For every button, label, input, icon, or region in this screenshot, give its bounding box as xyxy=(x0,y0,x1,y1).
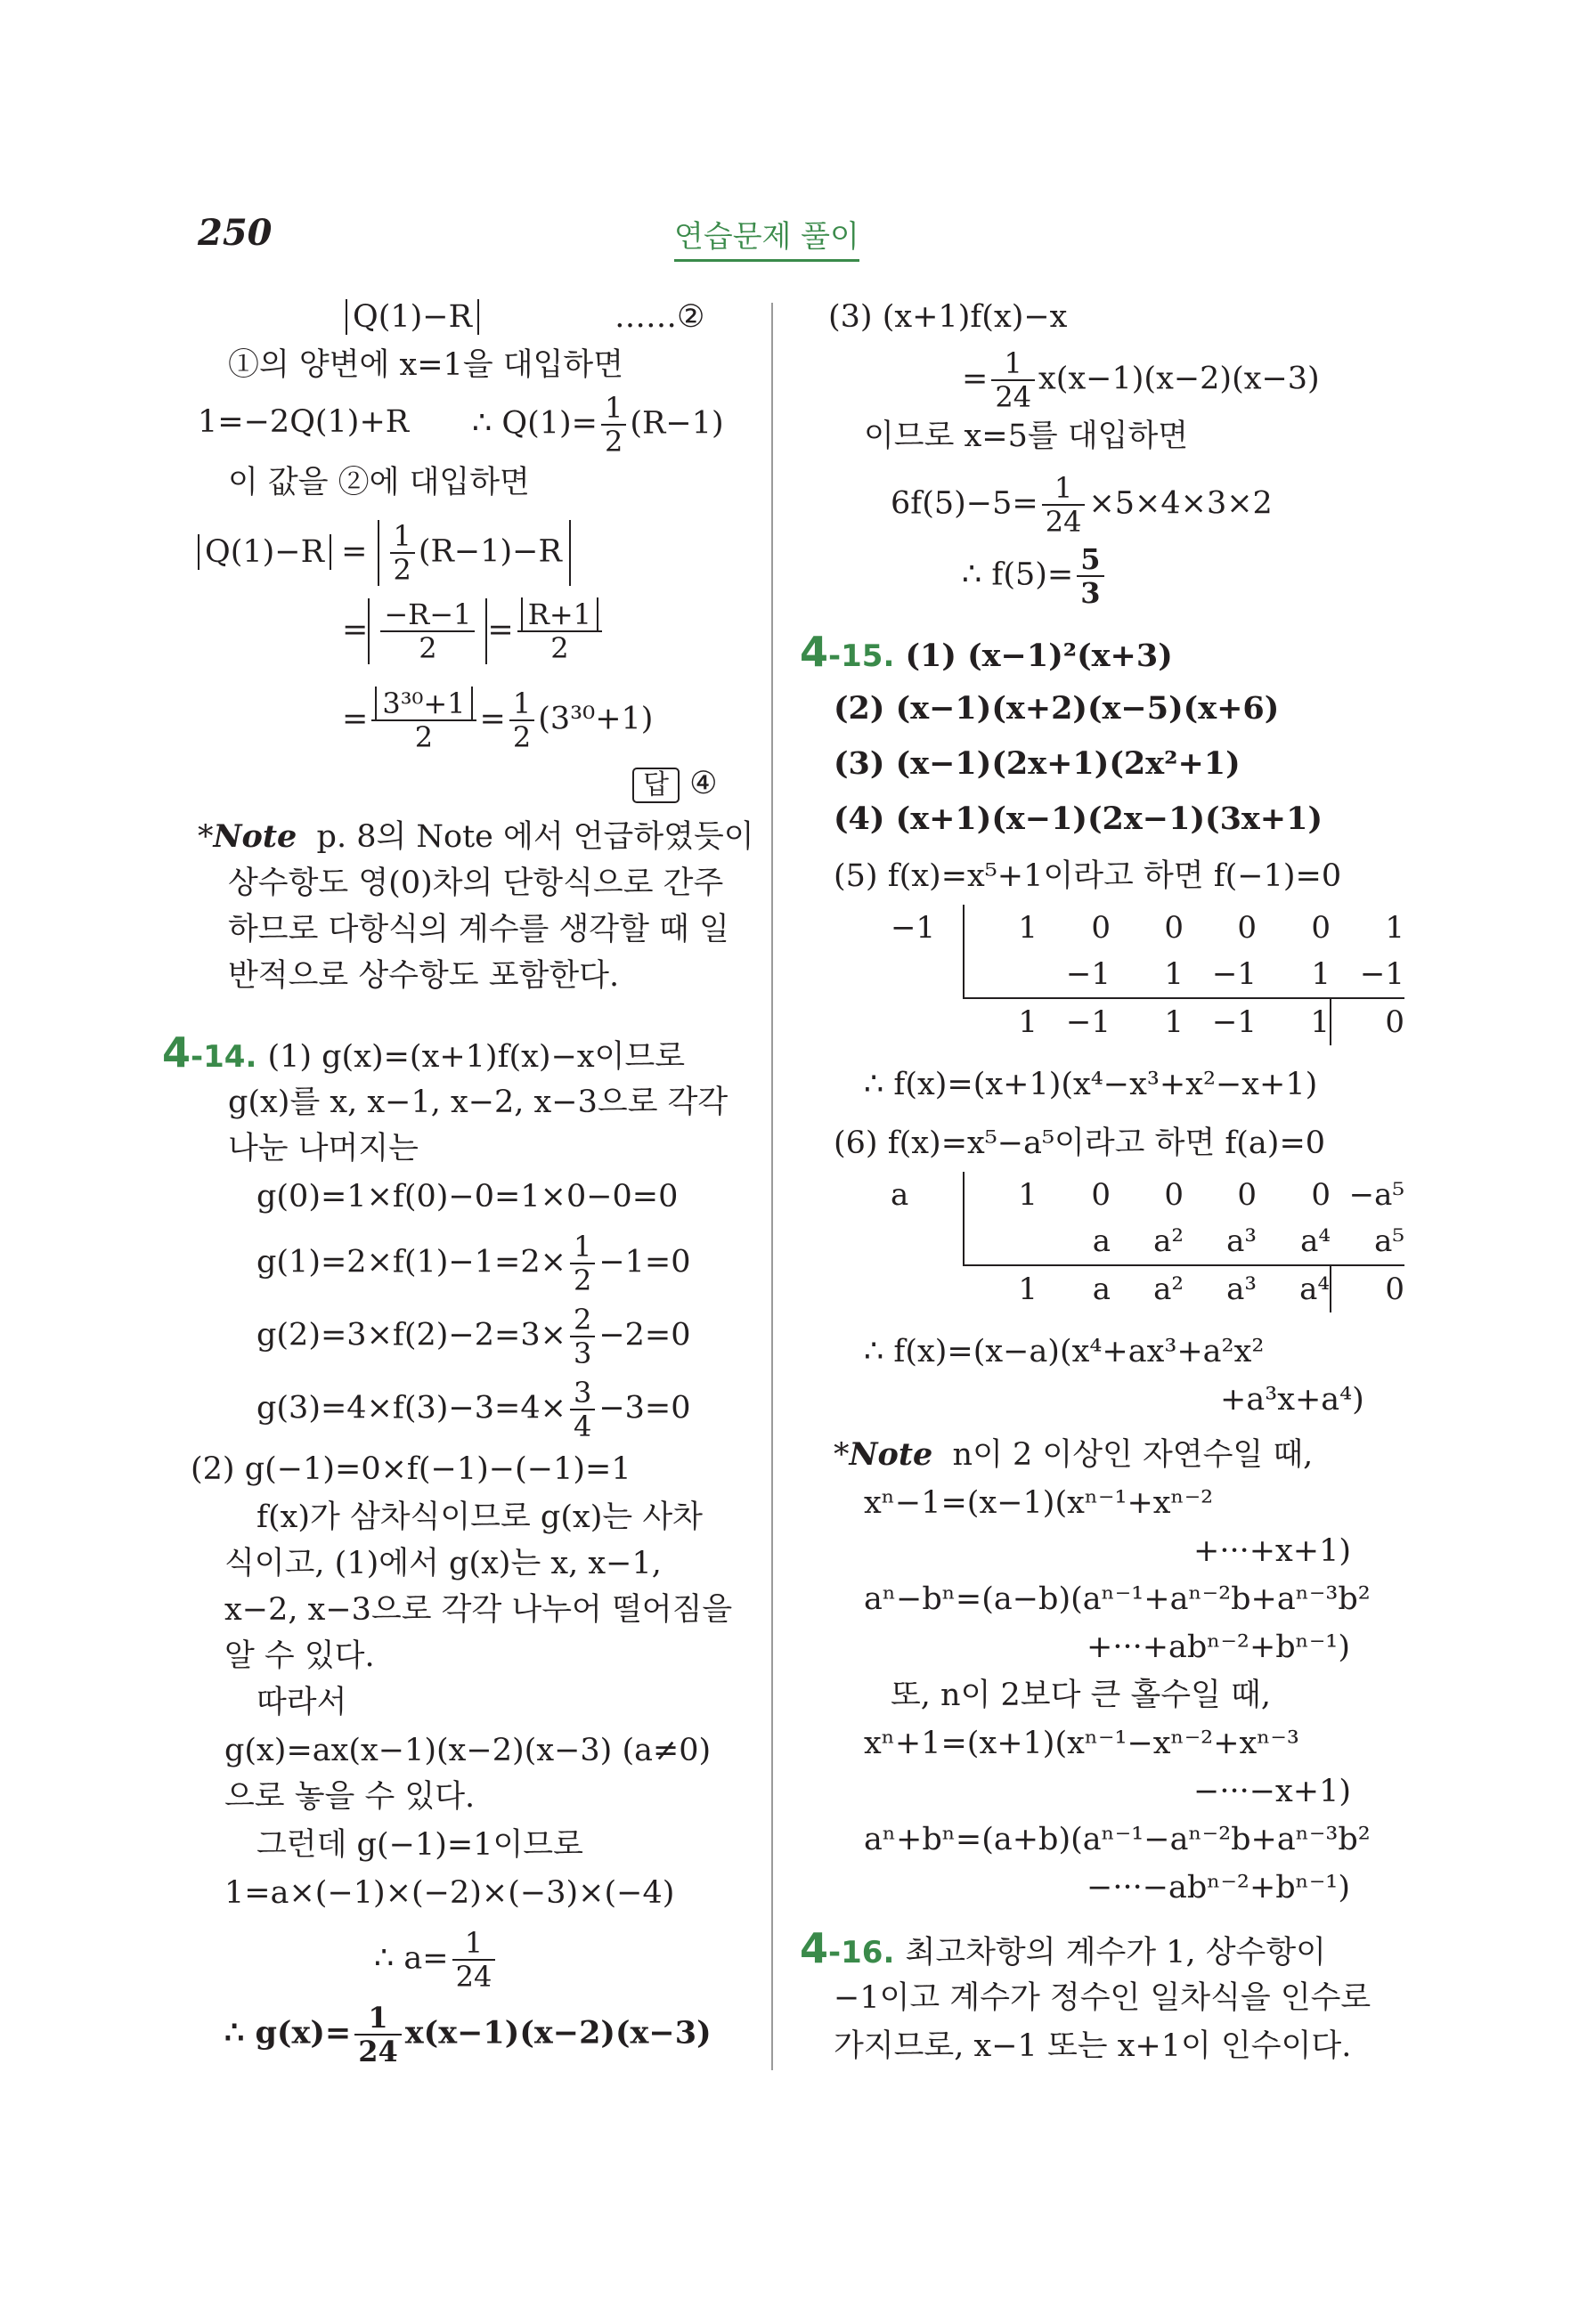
syn-cell: 1 xyxy=(1257,998,1331,1045)
syn-cell: −a⁵ xyxy=(1348,1177,1404,1213)
text-line: 이므로 x=5를 대입하면 xyxy=(864,418,1189,454)
syn-cell: −1 xyxy=(1184,998,1257,1045)
note-line: 반적으로 상수항도 포함한다. xyxy=(228,958,620,994)
text-line: f(x)가 삼차식이므로 g(x)는 사차 xyxy=(256,1499,703,1535)
equation: (3) (x−1)(2x+1)(2x²+1) xyxy=(834,745,1241,782)
text-line: 따라서 xyxy=(256,1685,347,1720)
problem-heading: 4-14. (1) g(x)=(x+1)f(x)−x이므로 xyxy=(162,1028,686,1077)
equation: g(0)=1×f(0)−0=1×0−0=0 xyxy=(256,1179,679,1215)
running-head: 연습문제 풀이 xyxy=(674,212,859,262)
equation: ∴ g(x)= $\frac{1}{24}$ x(x−1)(x−2)(x−3) xyxy=(224,2001,712,2068)
syn-cell: 1 xyxy=(1164,956,1184,992)
syn-divisor: −1 xyxy=(891,905,964,951)
syn-cell: 1 xyxy=(1018,1177,1038,1213)
syn-cell: −1 xyxy=(1065,956,1111,992)
syn-cell: a⁴ xyxy=(1257,1265,1331,1312)
eq-mark: ……② xyxy=(615,299,705,335)
equation: (4) (x+1)(x−1)(2x−1)(3x+1) xyxy=(834,800,1323,837)
syn-cell: 1 xyxy=(964,998,1038,1045)
text-line: ①의 양변에 x=1을 대입하면 xyxy=(228,347,624,383)
equation: = $\frac{-R-1}{2}$ = $\frac{R+1}{2}$ xyxy=(342,598,606,664)
synthetic-division-2 xyxy=(891,1172,1404,1312)
syn-remainder: 0 xyxy=(1331,1265,1404,1312)
note-line: *Note n이 2 이상인 자연수일 때, xyxy=(834,1436,1314,1473)
syn-cell: a² xyxy=(1111,1265,1184,1312)
syn-cell: 1 xyxy=(1311,956,1331,992)
equation: g(3)=4×f(3)−3=4× $\frac{3}{4}$ −3=0 xyxy=(256,1376,691,1443)
syn-cell xyxy=(964,951,1038,998)
equation: +···+x+1) xyxy=(1193,1533,1352,1569)
answer: 답 ④ xyxy=(632,764,718,803)
syn-cell: −1 xyxy=(1038,998,1111,1045)
equation: −···−abⁿ⁻²+bⁿ⁻¹) xyxy=(1087,1870,1350,1906)
note-line: 하므로 다항식의 계수를 생각할 때 일 xyxy=(228,912,729,947)
text-line: −1이고 계수가 정수인 일차식을 인수로 xyxy=(834,1980,1372,2016)
syn-divisor: a xyxy=(891,1172,964,1218)
equation: ∴ f(5)= $\frac{5}{3}$ xyxy=(962,543,1108,609)
syn-cell: 0 xyxy=(1311,1177,1331,1213)
text-line: 그런데 g(−1)=1이므로 xyxy=(256,1827,583,1863)
equation: ∴ a= $\frac{1}{24}$ xyxy=(374,1927,499,1993)
syn-cell: 0 xyxy=(1237,1177,1257,1213)
equation: g(1)=2×f(1)−1=2× $\frac{1}{2}$ −1=0 xyxy=(256,1230,691,1297)
equation: xⁿ−1=(x−1)(xⁿ⁻¹+xⁿ⁻² xyxy=(864,1485,1214,1521)
problem-heading: 4-15. (1) (x−1)²(x+3) xyxy=(800,628,1173,676)
syn-cell: −1 xyxy=(1211,956,1257,992)
syn-cell: 0 xyxy=(1164,910,1184,946)
syn-cell: −1 xyxy=(1359,956,1404,992)
text-line: (2) g(−1)=0×f(−1)−(−1)=1 xyxy=(191,1451,631,1487)
page-number: 250 xyxy=(198,212,273,254)
note-line: 상수항도 영(0)차의 단항식으로 간주 xyxy=(228,865,724,901)
syn-cell: 0 xyxy=(1091,1177,1111,1213)
equation: 6f(5)−5= $\frac{1}{24}$ ×5×4×3×2 xyxy=(891,471,1273,539)
syn-cell xyxy=(964,1218,1038,1265)
syn-cell: a⁴ xyxy=(1300,1223,1331,1259)
syn-remainder: 0 xyxy=(1331,998,1404,1045)
synthetic-division-1 xyxy=(891,905,1404,1045)
equation: xⁿ+1=(x+1)(xⁿ⁻¹−xⁿ⁻²+xⁿ⁻³ xyxy=(864,1726,1299,1761)
equation: aⁿ+bⁿ=(a+b)(aⁿ⁻¹−aⁿ⁻²b+aⁿ⁻³b² xyxy=(864,1822,1371,1857)
equation: 1=a×(−1)×(−2)×(−3)×(−4) xyxy=(224,1875,675,1911)
abs-expr: Q(1)−R xyxy=(346,297,479,337)
syn-cell: 0 xyxy=(1237,910,1257,946)
text-line: (5) f(x)=x⁵+1이라고 하면 f(−1)=0 xyxy=(834,858,1342,894)
text-line: x−2, x−3으로 각각 나누어 떨어짐을 xyxy=(224,1592,733,1628)
equation: (3) (x+1)f(x)−x xyxy=(828,299,1068,335)
syn-cell: 1 xyxy=(1385,910,1404,946)
equation: −···−x+1) xyxy=(1193,1774,1352,1809)
text-line: (6) f(x)=x⁵−a⁵이라고 하면 f(a)=0 xyxy=(834,1125,1326,1161)
problem-heading: 4-16. 최고차항의 계수가 1, 상수항이 xyxy=(800,1924,1326,1972)
text-line: 으로 놓을 수 있다. xyxy=(224,1779,476,1815)
equation: g(2)=3×f(2)−2=3× $\frac{2}{3}$ −2=0 xyxy=(256,1303,691,1370)
syn-cell: 0 xyxy=(1091,910,1111,946)
syn-cell: a xyxy=(1092,1223,1111,1259)
equation: ∴ Q(1)= $\frac{1}{2}$ (R−1) xyxy=(472,391,724,459)
equation: aⁿ−bⁿ=(a−b)(aⁿ⁻¹+aⁿ⁻²b+aⁿ⁻³b² xyxy=(864,1581,1371,1617)
equation: 1=−2Q(1)+R xyxy=(198,404,410,440)
text-line: 알 수 있다. xyxy=(224,1638,375,1674)
syn-cell: 1 xyxy=(1111,998,1184,1045)
equation: ∴ f(x)=(x+1)(x⁴−x³+x²−x+1) xyxy=(864,1067,1318,1102)
text-line: 이 값을 ②에 대입하면 xyxy=(228,465,530,500)
syn-cell: 1 xyxy=(1018,910,1038,946)
equation: = $\frac{1}{24}$ x(x−1)(x−2)(x−3) xyxy=(962,346,1320,414)
syn-cell: a xyxy=(1038,1265,1111,1312)
syn-cell: a³ xyxy=(1184,1265,1257,1312)
note-line: *Note p. 8의 Note 에서 언급하였듯이 xyxy=(198,818,754,855)
column-divider xyxy=(771,303,773,2070)
syn-cell: 0 xyxy=(1164,1177,1184,1213)
equation: (2) (x−1)(x+2)(x−5)(x+6) xyxy=(834,690,1280,727)
text-line: 가지므로, x−1 또는 x+1이 인수이다. xyxy=(834,2028,1352,2064)
syn-cell: a³ xyxy=(1226,1223,1257,1259)
syn-cell: 0 xyxy=(1311,910,1331,946)
equation: = $\frac{\text{3³⁰+1}}{2}$ = $\frac{1}{2}$ (3³⁰+1) xyxy=(342,687,654,754)
note-line: 또, n이 2보다 큰 홀수일 때, xyxy=(891,1678,1271,1713)
syn-cell: a² xyxy=(1153,1223,1184,1259)
text-line: g(x)를 x, x−1, x−2, x−3으로 각각 xyxy=(228,1085,729,1120)
equation: g(x)=ax(x−1)(x−2)(x−3) (a≠0) xyxy=(224,1733,712,1768)
equation: Q(1)−R = $\frac{1}{2}$ (R−1)−R xyxy=(198,520,571,586)
text-line: 식이고, (1)에서 g(x)는 x, x−1, xyxy=(224,1546,662,1581)
equation: +···+abⁿ⁻²+bⁿ⁻¹) xyxy=(1087,1629,1350,1665)
equation: ∴ f(x)=(x−a)(x⁴+ax³+a²x² xyxy=(864,1334,1265,1369)
syn-cell: a⁵ xyxy=(1374,1223,1404,1259)
syn-cell: 1 xyxy=(964,1265,1038,1312)
text-line: 나눈 나머지는 xyxy=(228,1131,419,1166)
equation: +a³x+a⁴) xyxy=(1220,1382,1364,1418)
